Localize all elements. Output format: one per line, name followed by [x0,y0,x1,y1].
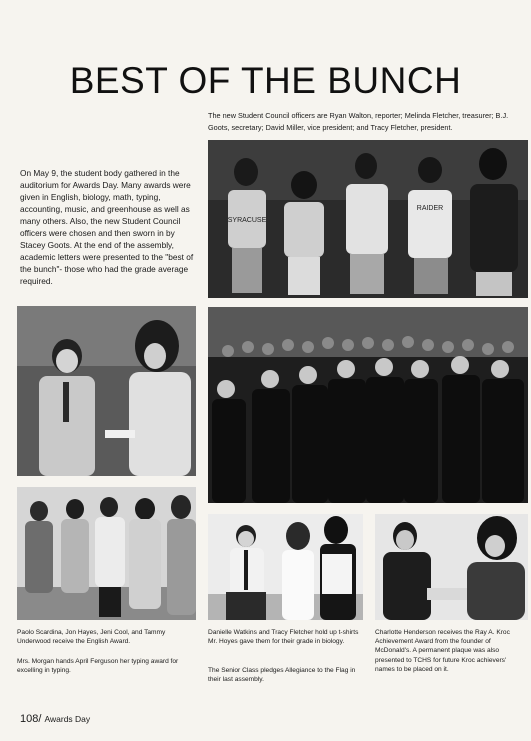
photo-kroc-award [375,514,528,620]
caption-typing-award: Mrs. Morgan hands April Ferguson her typing award for excelling in typing. [17,658,179,675]
caption-kroc-award: Charlotte Henderson receives the Ray A. Kroc Achievement Award from the founder of McDonald's. A permanent plaque was also presented to TCHS for future Kroc achievers' names to be placed on it. [375,629,510,673]
photo-senior-pledge [208,307,528,503]
page-number: 108 [20,713,39,725]
photo-biology-tshirts [208,514,363,620]
page-folio [20,713,90,725]
caption-senior-pledge: The Senior Class pledges Allegiance to the Flag in their last assembly. [208,667,356,684]
caption-english-award: Paolo Scardina, Jon Hayes, Jeni Cool, and Tammy Underwood receive the English Award. [17,629,166,646]
student-council-caption: The new Student Council officers are Ryan Walton, reporter; Melinda Fletcher, treasurer; B.J. Goots, secretary; David Miller, vice president; and Tracy Fletcher, president. [208,111,509,132]
intro-paragraph: On May 9, the student body gathered in the auditorium for Awards Day. Many awards were given in English, biology, math, typing, accounting, music, and greenhouse as well as many others. Also, the new Student Council officers were chosen and then sworn in by Stacey Goots. At the end of the assembly, academic letters were presented to the "best of the bunch"- those who had the grade average required. [20,168,194,286]
shirt-text-1: SYRACUSE [227,217,267,224]
caption-biology-tshirts: Danielle Watkins and Tracy Fletcher hold up t-shirts Mr. Hoyes gave them for their grade in biology. [208,629,359,646]
photo-typing-award [17,306,196,476]
photo-student-council [208,140,528,298]
folio-separator: / [38,713,42,725]
section-name: Awards Day [44,714,91,724]
page-title: BEST OF THE BUNCH [69,60,462,101]
photo-english-award [17,487,196,620]
shirt-text-2: RAIDER [416,205,444,212]
